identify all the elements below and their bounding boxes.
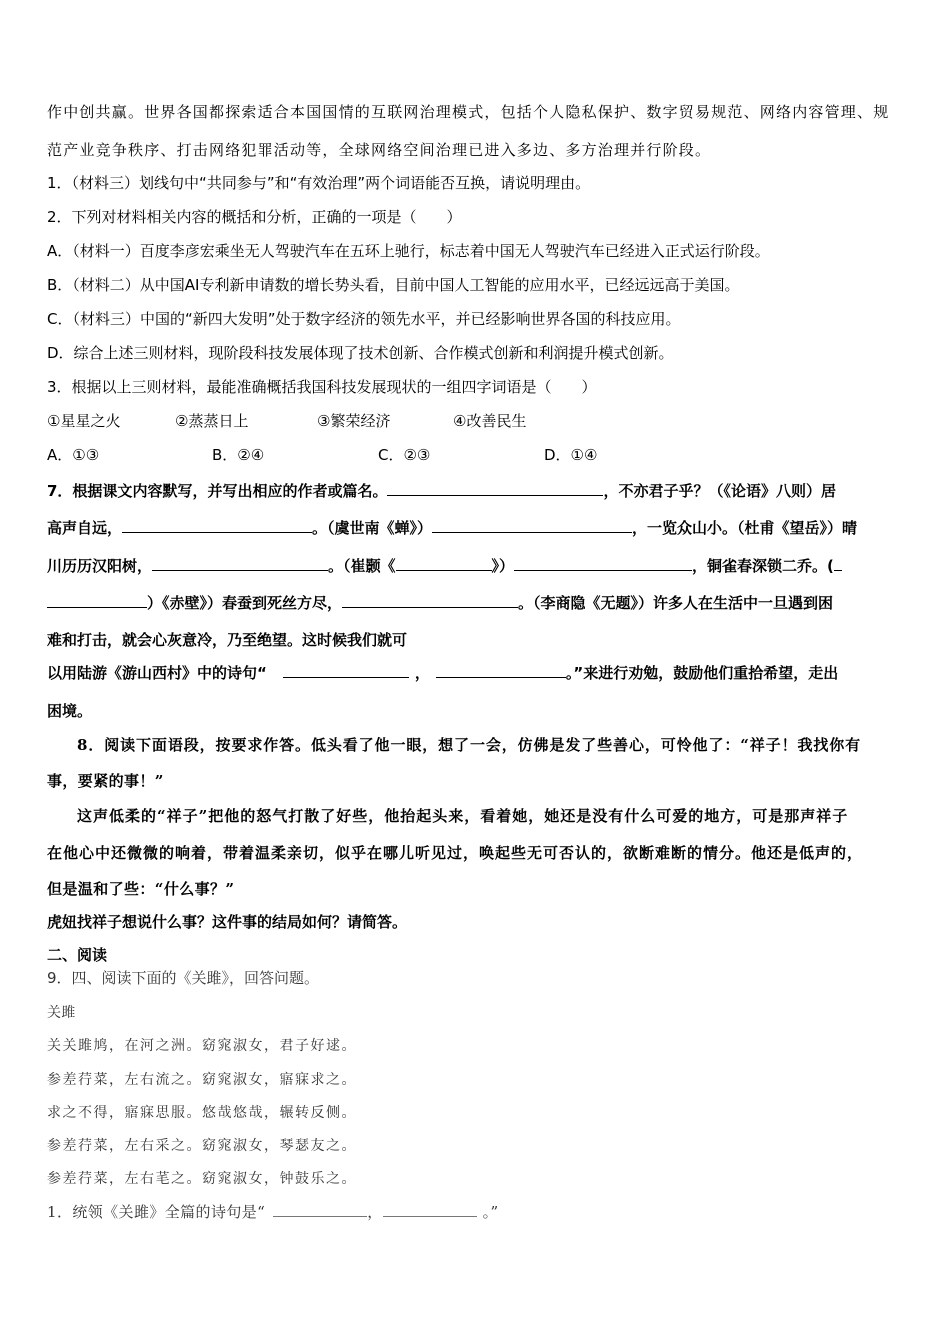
question-8-prompt: 虎妞找祥子想说什么事？这件事的结局如何？请简答。 [47, 913, 408, 931]
q7-text: ）《赤壁》）春蚕到死丝方尽， [147, 594, 343, 612]
poem-title: 关雎 [47, 1005, 76, 1021]
question-2-option-c[interactable]: C．（材料三）中国的“新四大发明”处于数字经济的领先水平，并已经影响世界各国的科技应用。 [47, 310, 681, 328]
question-3-option-b[interactable]: B．②④ [212, 446, 265, 464]
poem-line-1: 关关雎鸠，在河之洲。窈窕淑女，君子好逑。 [47, 1038, 357, 1054]
q7-prompt: 7．根据课文内容默写，并写出相应的作者或篇名。 [47, 482, 388, 500]
item-4: ④改善民生 [453, 412, 527, 430]
question-3-stem: 3．根据以上三则材料，最能准确概括我国科技发展现状的一组四字词语是（ ） [47, 378, 597, 396]
answer-blank[interactable] [283, 663, 409, 678]
question-2-option-a[interactable]: A．（材料一）百度李彦宏乘坐无人驾驶汽车在五环上驰行，标志着中国无人驾驶汽车已经进入正式运行阶段。 [47, 242, 770, 260]
answer-blank[interactable] [514, 556, 692, 571]
item-2: ②蒸蒸日上 [175, 412, 249, 430]
question-3-option-a[interactable]: A．①③ [47, 446, 100, 464]
q7-text: 。（崔颢《 [328, 557, 396, 575]
answer-blank[interactable] [432, 518, 632, 533]
answer-blank[interactable] [152, 556, 328, 571]
q7-text: ，铜雀春深锁二乔。( [692, 557, 834, 575]
question-9-stem: 9．四、阅读下面的《关雎》，回答问题。 [47, 969, 320, 987]
q7-text: 川历历汉阳树， [47, 557, 153, 575]
q7-text: ，一览众山小。（杜甫《望岳》）晴 [632, 519, 858, 537]
question-3-items [47, 411, 526, 431]
answer-blank[interactable] [834, 556, 842, 571]
question-7-line-4 [47, 593, 833, 613]
section-heading: 二、阅读 [47, 946, 108, 964]
question-2-option-b[interactable]: B．（材料二）从中国AI专利新申请数的增长势头看，目前中国人工智能的应用水平，已经远远高于美国。 [47, 276, 740, 294]
item-3: ③繁荣经济 [317, 412, 391, 430]
question-7-line-6 [47, 663, 838, 683]
question-3-option-c[interactable]: C．②③ [378, 446, 431, 464]
question-2-stem: 2．下列对材料相关内容的概括和分析，正确的一项是（ ） [47, 208, 462, 226]
item-1: ①星星之火 [47, 412, 121, 430]
q7-text: 。（虞世南《蝉》） [312, 519, 433, 537]
poem-line-4: 参差荇菜，左右采之。窈窕淑女，琴瑟友之。 [47, 1138, 357, 1154]
answer-blank[interactable] [383, 1202, 477, 1217]
sub-question-text: 。” [482, 1203, 499, 1221]
poem-line-5: 参差荇菜，左右芼之。窈窕淑女，钟鼓乐之。 [47, 1171, 357, 1187]
question-7-line-3 [47, 556, 842, 576]
question-7-line-2 [47, 518, 857, 538]
q7-text: 。（李商隐《无题》）许多人在生活中一旦遇到困 [518, 594, 834, 612]
sub-question-text: ， [367, 1203, 383, 1221]
question-7-line-1 [47, 481, 836, 501]
question-7-line-5: 难和打击，就会心灰意冷，乃至绝望。这时候我们就可 [47, 631, 408, 649]
question-9-sub-1 [47, 1202, 499, 1222]
question-8-line-5: 但是温和了些：“什么事？” [47, 880, 235, 898]
q7-text: 以用陆游《游山西村》中的诗句“ [47, 664, 267, 682]
question-3-options [47, 445, 597, 465]
answer-blank[interactable] [47, 593, 147, 608]
answer-blank[interactable] [273, 1202, 367, 1217]
answer-blank[interactable] [122, 518, 312, 533]
q7-text: 。”来进行劝勉，鼓励他们重拾希望，走出 [565, 664, 839, 682]
question-8-line-1: 8．阅读下面语段，按要求作答。低头看了他一眼，想了一会，仿佛是发了些善心，可怜他了：“祥子！我找你有 [77, 736, 862, 754]
question-8-line-4: 在他心中还微微的响着，带着温柔亲切，似乎在哪儿听见过，唤起些无可否认的，欲断难断的情分。他还是低声的， [47, 844, 864, 862]
answer-blank[interactable] [436, 663, 566, 678]
question-2-option-d[interactable]: D．综合上述三则材料，现阶段科技发展体现了技术创新、合作模式创新和利润提升模式创新。 [47, 344, 674, 362]
question-1: 1．（材料三）划线句中“共同参与”和“有效治理”两个词语能否互换，请说明理由。 [47, 174, 591, 192]
answer-blank[interactable] [342, 593, 518, 608]
sub-question-text: 1．统领《关雎》全篇的诗句是“ [47, 1203, 266, 1221]
answer-blank[interactable] [396, 556, 492, 571]
q7-text: 》） [491, 557, 515, 575]
question-8-line-2: 事，要紧的事！” [47, 772, 164, 790]
question-3-option-d[interactable]: D．①④ [544, 446, 598, 464]
poem-line-2: 参差荇菜，左右流之。窈窕淑女，寤寐求之。 [47, 1072, 357, 1088]
question-8-line-3: 这声低柔的“祥子”把他的怒气打散了好些，他抬起头来，看着她，她还是没有什么可爱的地方，可是那声祥子 [77, 807, 849, 825]
poem-line-3: 求之不得，寤寐思服。悠哉悠哉，辗转反侧。 [47, 1105, 357, 1121]
material-text-line-1: 作中创共赢。世界各国都探索适合本国国情的互联网治理模式，包括个人隐私保护、数字贸易规范、网络内容管理、规 [47, 103, 890, 121]
q7-text: 高声自远， [47, 519, 123, 537]
material-text-line-2: 范产业竞争秩序、打击网络犯罪活动等，全球网络空间治理已进入多边、多方治理并行阶段。 [47, 141, 712, 159]
answer-blank[interactable] [387, 481, 603, 496]
question-7-line-7: 困境。 [47, 702, 93, 720]
q7-text: ，不亦君子乎？（《论语》八则）居 [603, 482, 836, 500]
q7-text: ， [414, 664, 430, 682]
